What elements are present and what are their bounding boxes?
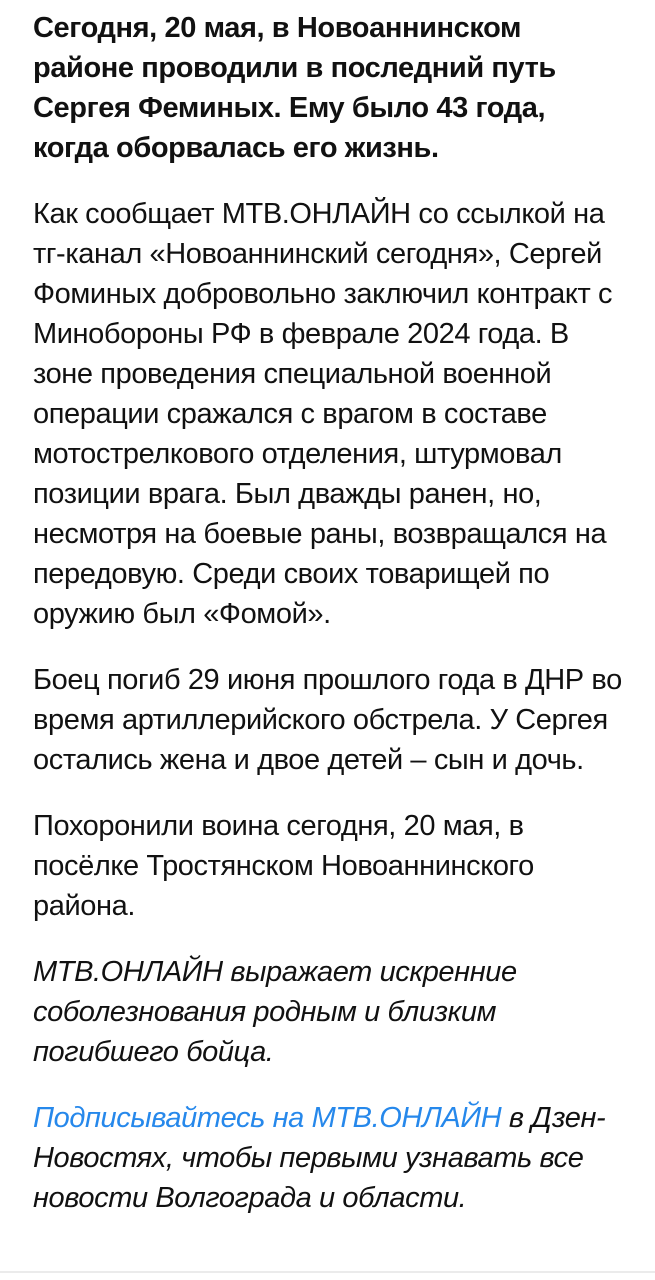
body-paragraph-funeral: Похоронили воина сегодня, 20 мая, в посёлке Тростянском Новоаннинского района. — [33, 810, 534, 922]
subscribe-paragraph — [33, 1098, 625, 1218]
body-paragraph-death: Боец погиб 29 июня прошлого года в ДНР во время артиллерийского обстрела. У Сергея остались жена и двое детей – сын и дочь. — [33, 664, 622, 776]
subscribe-link[interactable]: Подписывайтесь на МТВ.ОНЛАЙН — [33, 1102, 502, 1134]
body-paragraph-source: Как сообщает МТВ.ОНЛАЙН со ссылкой на тг-канал «Новоаннинский сегодня», Сергей Фоминых добровольно заключил контракт с Минобороны РФ в феврале 2024 года. В зоне проведения специальной военной операции сражался с врагом в составе мотострелкового отделения, штурмовал позиции врага. Был дважды ранен, но, несмотря на боевые раны, возвращался на передовую. Среди своих товарищей по оружию был «Фомой». — [33, 198, 613, 630]
condolence-paragraph: МТВ.ОНЛАЙН выражает искренние соболезнования родным и близким погибшего бойца. — [33, 956, 517, 1068]
bottom-divider — [0, 1271, 655, 1273]
lead-paragraph: Сегодня, 20 мая, в Новоаннинском районе проводили в последний путь Сергея Феминых. Ему было 43 года, когда оборвалась его жизнь. — [33, 12, 556, 164]
subscribe-paragraph-rest: в Дзен-Новостях, чтобы первыми узнавать все новости Волгограда и области. — [33, 1102, 606, 1214]
